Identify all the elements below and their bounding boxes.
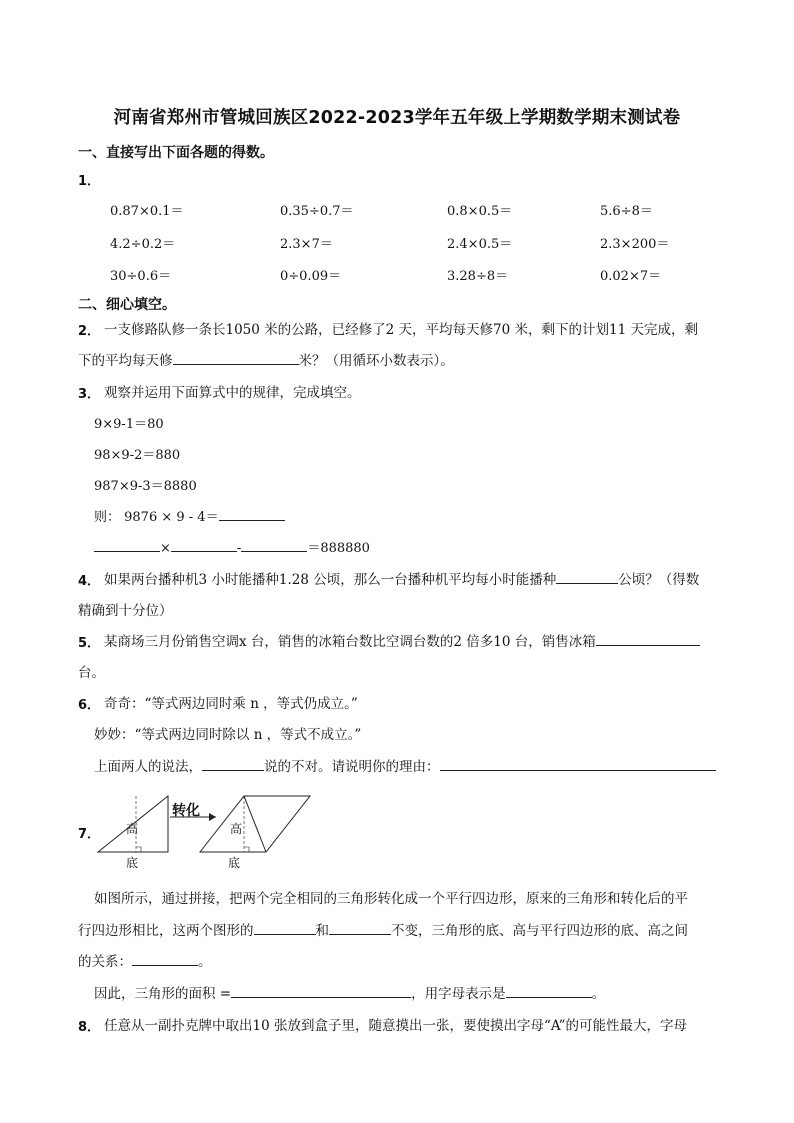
parallelogram-diagonal — [244, 796, 266, 852]
answer-blank[interactable] — [556, 569, 618, 584]
equation-then-text: 则： 9876 × 9 - 4＝ — [94, 510, 219, 525]
question-7-line2 — [78, 919, 688, 939]
question-7-line1: 如图所示，通过拼接，把两个完全相同的三角形转化成一个平行四边形，原来的三角形和转化后的平 — [94, 891, 688, 907]
height-label-right: 高 — [230, 822, 243, 836]
question-8-number: 8． — [78, 1020, 101, 1035]
section-2-heading: 二、细心填空。 — [78, 297, 176, 313]
question-4-text-a: 如果两台播种机3 小时能播种1.28 公顷，那么一台播种机平均每小时能播种 — [104, 572, 557, 588]
question-7-text-e: 。 — [198, 954, 212, 970]
calc-item: 30÷0.6＝ — [110, 269, 172, 284]
question-6-line2: 妙妙：“等式两边同时除以 n ，等式不成立。” — [94, 727, 362, 743]
question-3-text: 观察并运用下面算式中的规律，完成填空。 — [104, 385, 361, 401]
base-label-left: 底 — [126, 856, 139, 870]
question-5-text-line1 — [104, 630, 700, 650]
question-2-text-b: 米？（用循环小数表示）。 — [298, 353, 454, 369]
right-angle-mark-right — [244, 847, 249, 852]
answer-blank[interactable] — [596, 631, 700, 646]
equation: 9×9-1＝80 — [94, 417, 164, 432]
answer-blank[interactable] — [506, 983, 592, 998]
question-7-text-f: 因此，三角形的面积 = — [94, 986, 232, 1002]
convert-arrow-head — [209, 813, 216, 821]
answer-blank[interactable] — [329, 920, 391, 935]
question-7-text-g: ，用字母表示是 — [411, 986, 506, 1002]
right-angle-mark-left — [136, 847, 141, 852]
answer-blank[interactable] — [231, 983, 411, 998]
question-6-text-a: 上面两人的说法， — [94, 759, 202, 775]
height-label-left: 高 — [126, 822, 139, 836]
question-5-text: 某商场三月份销售空调x 台，销售的冰箱台数比空调台数的2 倍多10 台，销售冰箱 — [104, 634, 596, 650]
question-6-line3 — [94, 755, 716, 775]
calc-item: 0.35÷0.7＝ — [280, 204, 354, 219]
calc-item: 0.02×7＝ — [600, 269, 662, 284]
calc-item: 0.87×0.1＝ — [110, 204, 184, 219]
answer-blank[interactable] — [94, 537, 160, 552]
question-2-number: 2． — [78, 324, 101, 339]
equation: 98×9-2＝880 — [94, 448, 181, 463]
question-4-text-line1 — [104, 568, 699, 588]
question-8-line1: 任意从一副扑克牌中取出10 张放到盒子里，随意摸出一张，要使摸出字母“A”的可能性最大，字母 — [104, 1018, 688, 1034]
answer-blank[interactable] — [219, 506, 285, 521]
question-7-text-d: 的关系： — [78, 954, 132, 970]
equation-fill — [94, 537, 370, 556]
page-title: 河南省郑州市管城回族区2022-2023学年五年级上学期数学期末测试卷 — [113, 108, 681, 128]
base-label-right: 底 — [228, 856, 241, 870]
question-5-number: 5． — [78, 636, 101, 651]
question-6-line1: 奇奇：“等式两边同时乘 n ，等式仍成立。” — [104, 696, 358, 712]
question-7-text-b: 和 — [315, 923, 329, 939]
question-7-line4 — [94, 982, 605, 1002]
question-2-text: 一支修路队修一条长1050 米的公路，已经修了2 天，平均每天修70 米，剩下的计划11 天完成，剩 — [104, 322, 698, 338]
equation-result: ＝888880 — [307, 541, 370, 556]
question-3-number: 3． — [78, 387, 101, 402]
equation-then — [94, 506, 285, 525]
question-7-number: 7． — [78, 827, 101, 842]
answer-blank[interactable] — [132, 951, 198, 966]
calc-item: 2.3×200＝ — [600, 237, 670, 252]
calc-item: 2.4×0.5＝ — [447, 237, 513, 252]
section-1-heading: 一、直接写出下面各题的得数。 — [78, 145, 274, 161]
question-7-text-a: 行四边形相比，这两个图形的 — [78, 923, 254, 939]
question-1-number: 1． — [78, 174, 101, 189]
answer-blank[interactable] — [173, 350, 299, 365]
answer-blank-reason[interactable] — [440, 756, 716, 771]
answer-blank[interactable] — [202, 756, 264, 771]
question-2-text-line2 — [78, 349, 454, 369]
question-7-text-c: 不变，三角形的底、高与平行四边形的底、高之间 — [391, 923, 688, 939]
triangle-to-parallelogram-figure — [96, 792, 316, 876]
question-7-line3 — [78, 950, 212, 970]
answer-blank[interactable] — [254, 920, 316, 935]
calc-item: 0÷0.09＝ — [280, 269, 342, 284]
calc-item: 3.28÷8＝ — [447, 269, 509, 284]
minus-sign: - — [236, 541, 242, 556]
question-4-text-line2: 精确到十分位） — [78, 603, 173, 619]
convert-arrow-label: 转化 — [172, 803, 200, 819]
calc-item: 4.2÷0.2＝ — [110, 237, 176, 252]
question-5-text-line2: 台。 — [78, 665, 105, 681]
question-7-text-h: 。 — [591, 986, 606, 1002]
question-6-number: 6． — [78, 698, 101, 713]
times-sign: × — [160, 541, 171, 556]
question-4-text-b: 公顷？（得数 — [618, 572, 700, 588]
question-6-text-b: 说的不对。请说明你的理由： — [264, 759, 440, 775]
calc-item: 2.3×7＝ — [280, 237, 333, 252]
equation: 987×9-3＝8880 — [94, 479, 197, 494]
question-4-number: 4． — [78, 574, 101, 589]
calc-item: 5.6÷8＝ — [600, 204, 653, 219]
answer-blank[interactable] — [171, 537, 237, 552]
question-2-text-a: 下的平均每天修 — [78, 353, 173, 369]
answer-blank[interactable] — [241, 537, 307, 552]
calc-item: 0.8×0.5＝ — [447, 204, 513, 219]
